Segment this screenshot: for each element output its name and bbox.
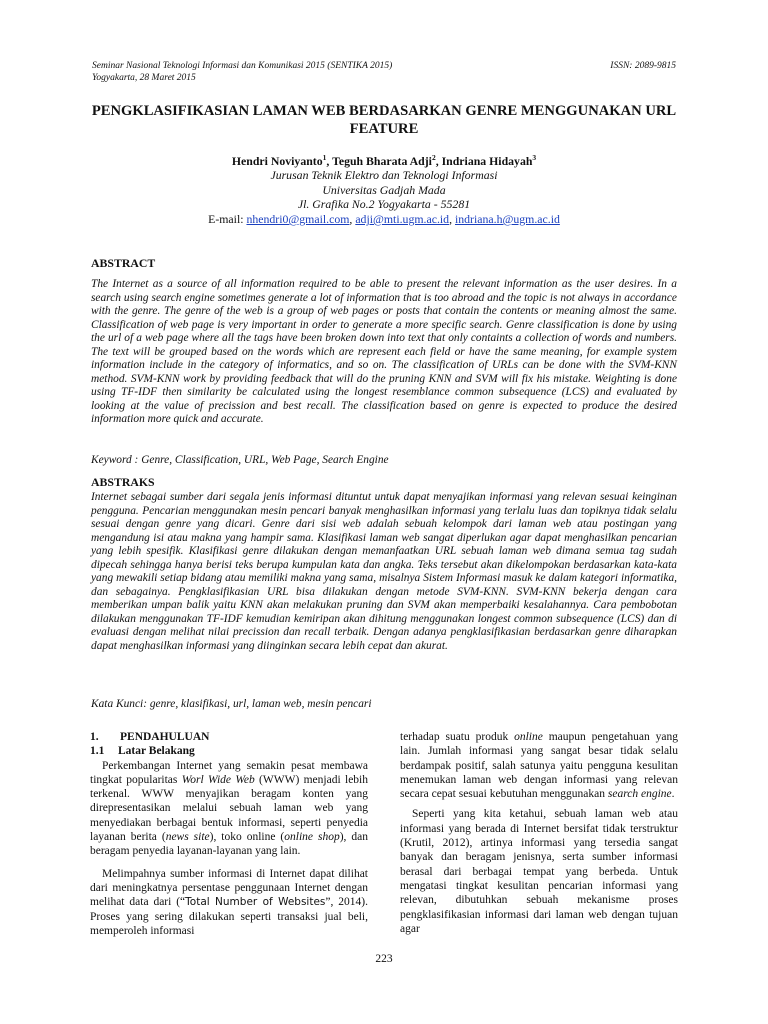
text: maupun pengetahuan yang lain. Jumlah informasi yang sangat besar tidak selalu berdampak positif, salah satunya yaitu pengguna kesulitan menemukan laman web dengan informasi yang relevan secara cepat sesuai kebutuhan menggunakan: [400, 731, 679, 801]
author-2-affil: 2: [431, 153, 436, 162]
abstraks-keywords: Kata Kunci: genre, klasifikasi, url, laman web, mesin pencari: [91, 698, 372, 710]
page-number: 223: [375, 953, 393, 965]
email-link-2[interactable]: adji@mti.ugm.ac.id: [355, 211, 450, 226]
issn: ISSN: 2089-9815: [610, 61, 676, 71]
text: Perkembangan Internet yang semakin pesat membawa tingkat popularitas: [90, 759, 368, 786]
section-1-1-heading: [90, 744, 368, 758]
author-2: Teguh Bharata Adji: [332, 153, 432, 168]
author-names: [80, 151, 688, 168]
text-italic: online shop: [284, 831, 340, 844]
text-italic: search engine: [607, 788, 672, 801]
text: Melimpahnya sumber informasi di Internet dapat dilihat dari meningkatnya persentase penggunaan Internet dengan melihat data dari (“: [90, 867, 368, 909]
author-3-affil: 3: [532, 153, 537, 162]
subsection-title: Latar Belakang: [118, 745, 195, 758]
text-italic: news site: [165, 831, 210, 844]
text: ), toko online (: [209, 831, 285, 844]
text-italic: Worl Wide Web: [181, 773, 255, 786]
abstract-heading: ABSTRACT: [91, 256, 156, 270]
paragraph-2: [90, 867, 368, 938]
university: Universitas Gadjah Mada: [322, 182, 446, 197]
author-1: Hendri Noviyanto: [231, 153, 323, 168]
paragraph-3: [400, 730, 678, 801]
left-column: [90, 730, 368, 938]
author-separator: ,: [435, 153, 442, 168]
paragraph-4: Seperti yang kita ketahui, sebuah laman web atau informasi yang berada di Internet bersifat tidak terstruktur (Krutil, 2012), artinya informasi yang tersedia sangat banyak dan beragam jenisnya, serta sumber informasi berasal dari berbagai tempat yang berbeda. Untuk mengatasi tingkat kesulitan pencarian informasi yang relevan, dibutuhkan sebuah mekanisme proses pengklasifikasian informasi dari laman web dengan tujuan agar: [400, 808, 678, 935]
right-column: [400, 730, 678, 936]
text: (WWW) menjadi lebih terkenal. WWW menyajikan beragam konten yang direpresentasikan melalui sebuah laman web yang menyediakan berbagai bentuk informasi, seperti penyedia layanan berita (: [90, 773, 368, 844]
abstraks-heading: ABSTRAKS: [91, 475, 155, 489]
text-citation: Total Number of Websites: [185, 896, 326, 909]
email-separator: ,: [349, 211, 356, 226]
text: terhadap suatu produk: [400, 731, 515, 743]
author-separator: ,: [326, 153, 333, 168]
email-separator: ,: [449, 211, 455, 226]
address: Jl. Grafika No.2 Yogyakarta - 55281: [297, 197, 471, 212]
email-link-1[interactable]: nhendri0@gmail.com: [246, 211, 350, 226]
text: .: [671, 788, 675, 801]
email-link-3[interactable]: indriana.h@ugm.ac.id: [454, 211, 560, 226]
author-block: [80, 151, 688, 226]
abstract-keywords: Keyword : Genre, Classification, URL, Web Page, Search Engine: [91, 454, 389, 466]
section-number: 1.: [90, 731, 99, 743]
paper-title: PENGKLASIFIKASIAN LAMAN WEB BERDASARKAN GENRE MENGGUNAKAN URL FEATURE: [91, 103, 677, 137]
abstraks-text: Internet sebagai sumber dari segala jenis informasi dituntut untuk dapat menyajikan informasi yang relevan sesuai keinginan pengguna. Pencarian menggunakan mesin pencari banyak menghasilkan informasi yang terlalu luas dan topiknya tidak selalu sesuai dengan genre yang dicari. Genre dari sisi web adalah sebuah kelompok dari laman web atau postingan yang mengandung isi atau makna yang hampir sama. Klasifikasi laman web sangat diperlukan agar dapat menghasilkan pencarian yang lebih spesifik. Klasifikasi genre dilakukan dengan memanfaatkan URL sebuah laman web dimana semua tag sudah dipecah sehingga hanya berisi teks berupa kumpulan kata dan angka. Teks tersebut akan dikelompokan berdasarkan kata-kata yang mewakili setiap bidang atau memiliki makna yang sama, misalnya Sistem Informasi masuk ke dalam kategori informatika, dan sebagainya. Pengklasifikasian URL bisa dilakukan dengan metode SVM-KNN. SVM-KNN bekerja dengan cara memberikan umpan balik yaitu KNN akan melakukan pruning dan SVM akan memperbaiki kesalahannya. Cara pembobotan dilakukan menggunakan TF-IDF kemudian kemiripan akan dihitung menggunakan longest common subsequence (LCS) dan di evaluasi dengan melihat nilai precission dan recall terbaik. Dengan adanya pengklasifikasian berdasarkan genre diharapkan dapat menghasilkan informasi yang diinginkan secara lebih cepat dan akurat.: [91, 491, 677, 652]
text: ), dan beragam penyedia layanan-layanan yang lain.: [90, 831, 368, 858]
location-date: Yogyakarta, 28 Maret 2015: [92, 72, 196, 83]
running-header: [92, 61, 676, 84]
section-1-heading: [90, 730, 368, 744]
department: Jurusan Teknik Elektro dan Teknologi Informasi: [270, 168, 498, 183]
text-italic: online: [514, 731, 543, 743]
section-title: PENDAHULUAN: [120, 731, 210, 743]
text: ”, 2014). Proses yang sering dilakukan seperti transaksi jual beli, memperoleh informasi: [90, 896, 368, 937]
email-label: E-mail:: [208, 211, 247, 226]
email-line: [80, 212, 688, 227]
author-1-affil: 1: [322, 153, 327, 162]
paragraph-1: [90, 759, 368, 859]
author-3: Indriana Hidayah: [441, 153, 533, 168]
abstract-text: The Internet as a source of all information required to be able to present the relevant information as the user desires. In a search using search engine sometimes generate a lot of information that is too abroad and the topic is not always in accordance with the genre. The genre of the web is a group of web pages or posts that contain the contents or meaning almost the same. Classification of web page is very important in order to generate a more specific search. Genre classification is done by using the url of a web page where all the tags have been broken down into text that only containts a collection of words and numbers. The text will be grouped based on the words which are represent each field or have the same meaning, for example system information include in the category of informatics, and so on. The classification of URLs can be done with the SVM-KNN method. SVM-KNN work by providing feedback that will do the pruning KNN and SVM will fix his mistake. Weighting is done using TF-IDF then similarity be calculated using the longest resemblance common subsequence (LCS) and evaluated by looking at the value of precission and best recall. The classification based on genre is expected to produce the desired information more quick and accurate.: [91, 278, 677, 425]
conference-name: Seminar Nasional Teknologi Informasi dan Komunikasi 2015 (SENTIKA 2015): [92, 61, 393, 71]
subsection-number: 1.1: [90, 745, 105, 758]
